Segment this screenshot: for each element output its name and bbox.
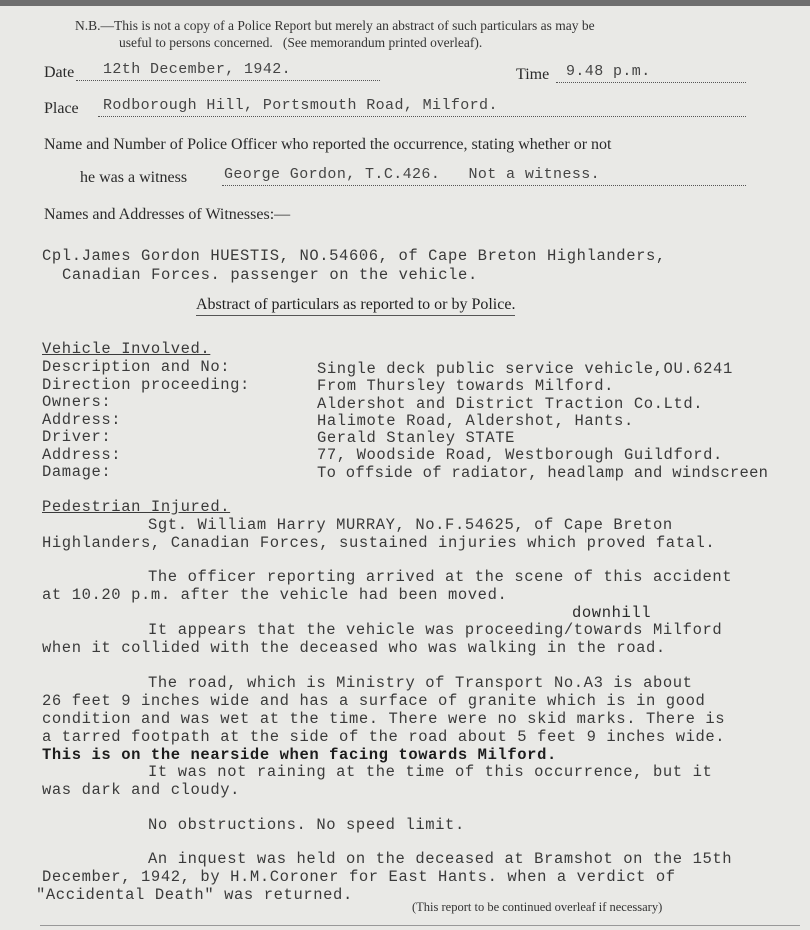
vehicle-row-value: Single deck public service vehicle,OU.6241 <box>317 360 733 378</box>
place-value: Rodborough Hill, Portsmouth Road, Milford. <box>103 97 498 114</box>
vehicle-row-label: Address: <box>42 446 122 464</box>
paragraph-1-line-2: at 10.20 p.m. after the vehicle had been moved. <box>42 586 508 604</box>
place-label: Place <box>44 100 79 117</box>
vehicle-row-value: From Thursley towards Milford. <box>317 377 615 395</box>
witness-line-1: Cpl.James Gordon HUESTIS, NO.54606, of Cape Breton Highlanders, <box>42 247 666 265</box>
vehicle-row-label: Damage: <box>42 463 112 481</box>
paragraph-6-line-2: December, 1942, by H.M.Coroner for East Hants. when a verdict of <box>42 868 676 886</box>
paragraph-4-line-2: was dark and cloudy. <box>42 781 241 799</box>
paragraph-2-line-2: when it collided with the deceased who was walking in the road. <box>42 639 666 657</box>
pedestrian-line-1: Sgt. William Harry MURRAY, No.F.54625, of Cape Breton <box>148 516 673 534</box>
date-value: 12th December, 1942. <box>103 61 292 78</box>
handwritten-insert: downhill <box>572 604 652 622</box>
bottom-rule <box>40 925 800 926</box>
vehicle-row-label: Owners: <box>42 393 112 411</box>
notice-line-2: useful to persons concerned. (See memorandum printed overleaf). <box>119 35 483 50</box>
officer-label-line-2: he was a witness <box>80 169 188 186</box>
paragraph-4-line-1: It was not raining at the time of this occurrence, but it <box>148 763 713 781</box>
vehicle-row-value: Halimote Road, Aldershot, Hants. <box>317 412 634 430</box>
date-label: Date <box>44 64 75 81</box>
paragraph-6-line-3: "Accidental Death" was returned. <box>36 886 353 904</box>
vehicle-row-label: Address: <box>42 411 122 429</box>
continued-note: (This report to be continued overleaf if necessary) <box>412 900 663 914</box>
paragraph-3-line-2: 26 feet 9 inches wide and has a surface of granite which is in good <box>42 692 706 710</box>
vehicle-row-label: Driver: <box>42 428 112 446</box>
pedestrian-heading: Pedestrian Injured. <box>42 498 231 516</box>
abstract-heading: Abstract of particulars as reported to or by Police. <box>196 296 515 316</box>
vehicle-row-label: Direction proceeding: <box>42 376 250 394</box>
time-value: 9.48 p.m. <box>566 63 651 80</box>
vehicle-row-value: To offside of radiator, headlamp and windscreen <box>317 464 769 482</box>
time-label: Time <box>516 66 550 83</box>
paragraph-2-line-1: It appears that the vehicle was proceeding/towards Milford <box>148 621 723 639</box>
top-border <box>0 0 810 6</box>
vehicle-row-value: Aldershot and District Traction Co.Ltd. <box>317 395 704 413</box>
vehicle-row-value: 77, Woodside Road, Westborough Guildford. <box>317 446 723 464</box>
officer-label-line-1: Name and Number of Police Officer who reported the occurrence, stating whether or not <box>44 136 612 153</box>
vehicle-heading: Vehicle Involved. <box>42 340 211 358</box>
paragraph-3-line-5: This is on the nearside when facing towards Milford. <box>42 746 557 764</box>
paragraph-5: No obstructions. No speed limit. <box>148 816 465 834</box>
vehicle-row-value: Gerald Stanley STATE <box>317 429 516 447</box>
notice-line-1: N.B.—This is not a copy of a Police Report but merely an abstract of such particulars as may be <box>75 18 595 33</box>
paragraph-3-line-3: condition and was wet at the time. There were no skid marks. There is <box>42 710 726 728</box>
witness-line-2: Canadian Forces. passenger on the vehicle. <box>62 266 478 284</box>
paragraph-1-line-1: The officer reporting arrived at the scene of this accident <box>148 568 733 586</box>
witnesses-label: Names and Addresses of Witnesses:— <box>44 206 291 223</box>
officer-value: George Gordon, T.C.426. Not a witness. <box>224 166 601 183</box>
paragraph-3-line-4: a tarred footpath at the side of the road about 5 feet 9 inches wide. <box>42 728 726 746</box>
pedestrian-line-2: Highlanders, Canadian Forces, sustained injuries which proved fatal. <box>42 534 716 552</box>
paragraph-3-line-1: The road, which is Ministry of Transport No.A3 is about <box>148 674 693 692</box>
vehicle-row-label: Description and No: <box>42 358 231 376</box>
paragraph-6-line-1: An inquest was held on the deceased at Bramshot on the 15th <box>148 850 733 868</box>
